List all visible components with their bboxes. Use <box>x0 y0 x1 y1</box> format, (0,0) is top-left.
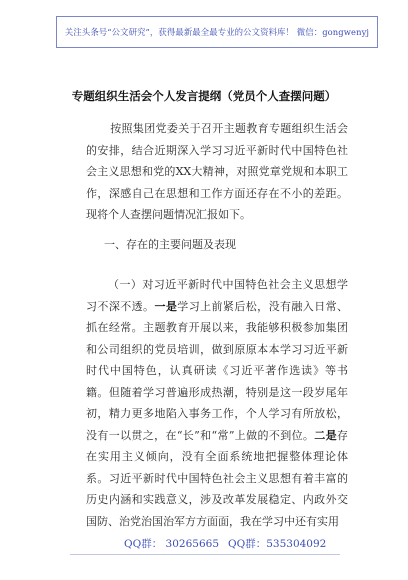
body-text-part3: 存在实用主义倾向，没有全面系统地把握整体理论体系。习近平新时代中国特色社会主义思想有着丰富的历史内涵和实践意义，涉及改革发展稳定、内政外交国防、治党治国治军方方面面，我在学习中还有实用 <box>86 428 349 528</box>
footer-qq-group-1: QQ群： 30265665 <box>124 538 219 550</box>
footer <box>0 536 408 556</box>
document-title: 专题组织生活会个人发言提纲（党员个人查摆问题） <box>71 89 337 103</box>
promo-banner <box>56 16 378 48</box>
body-paragraph <box>86 274 348 532</box>
intro-paragraph: 按照集团党委关于召开主题教育专题组织生活会的安排，结合近期深入学习习近平新时代中国特色社会主义思想和党的XX大精神，对照党章党规和本职工作，深感自己在思想和工作方面还存在不小的差距。现将个人查摆问题情况汇报如下。 <box>86 122 348 221</box>
footer-qq-group-2: QQ群：535304092 <box>228 538 327 550</box>
point-two-marker: 二是 <box>314 428 338 442</box>
body-text-part1: （一）对习近平新时代中国特色社会主义思想学习不深不透。 <box>86 278 348 313</box>
section-heading: 一、存在的主要问题及表现 <box>104 238 236 251</box>
point-one-marker: 一是 <box>154 299 178 313</box>
promo-banner-text: 关注头条号“公文研究”，获得最新最全最专业的公文资料库！ 微信：gongwenyj <box>64 27 370 37</box>
footer-divider <box>70 554 340 555</box>
body-text-part2: 学习上前紧后松，没有融入日常、抓在经常。主题教育开展以来，我能够积极参加集团和公司组织的党员培训，做到原原本本学习习近平新时代中国特色，认真研读《习近平著作选读》等书籍。但随着学习普遍形成热潮，特别是这一段岁尾年初，精力更多地陷入事务工作，个人学习有所放松，没有一以贯之，在“长”和“常”上做的不到位。 <box>86 299 349 442</box>
